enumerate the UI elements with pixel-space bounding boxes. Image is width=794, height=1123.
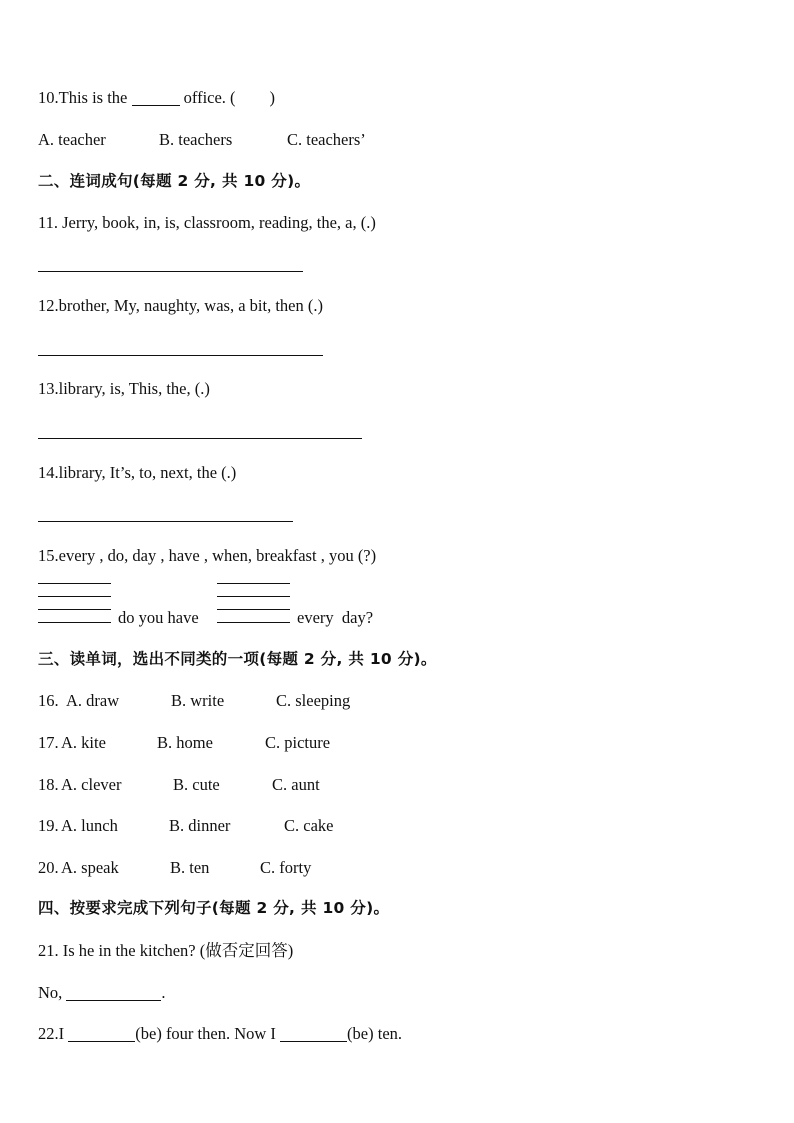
question-15-blank-1a[interactable] — [38, 583, 111, 584]
question-15-blank-2a[interactable] — [217, 583, 290, 584]
question-15-blank-2d[interactable] — [217, 622, 290, 623]
question-15-blank-2b[interactable] — [217, 596, 290, 597]
question-15-blank-1d[interactable] — [38, 622, 111, 623]
question-15-blank-1b[interactable] — [38, 596, 111, 597]
question-13: 13.library, is, This, the, (.) — [38, 379, 210, 398]
question-22-blank-2[interactable] — [280, 1025, 347, 1042]
question-21-blank[interactable] — [66, 984, 161, 1001]
question-22-part-2: (be) four then. Now I — [135, 1024, 276, 1043]
question-20-number: 20. — [38, 858, 59, 877]
question-19 — [38, 816, 334, 836]
question-22-blank-1[interactable] — [68, 1025, 135, 1042]
question-16-number: 16. — [38, 691, 59, 710]
question-10-prefix: 10.This is the — [38, 88, 128, 107]
option-b[interactable]: B. home — [157, 733, 213, 752]
option-b[interactable]: B. dinner — [169, 816, 231, 835]
question-10-close: ) — [269, 88, 276, 107]
question-16 — [38, 691, 351, 711]
question-18 — [38, 775, 320, 795]
question-17 — [38, 733, 331, 753]
option-c[interactable]: C. forty — [260, 858, 312, 877]
question-11-answer-line[interactable] — [38, 271, 303, 272]
question-15-blank-1c[interactable] — [38, 609, 111, 610]
question-10 — [38, 88, 275, 108]
option-a[interactable]: A. draw — [66, 691, 120, 710]
question-22-part-3: (be) ten. — [347, 1024, 403, 1043]
question-15-mid-text: do you have — [118, 608, 199, 627]
question-15-end-text: every day? — [297, 608, 374, 627]
option-c[interactable]: C. picture — [265, 733, 331, 752]
question-15: 15.every , do, day , have , when, breakfast , you (?) — [38, 546, 377, 565]
option-b[interactable]: B. ten — [170, 858, 210, 877]
option-a[interactable]: A. teacher — [38, 130, 106, 149]
question-12: 12.brother, My, naughty, was, a bit, then (.) — [38, 296, 323, 315]
section-3-title: 三、读单词，选出不同类的一项(每题 2 分, 共 10 分)。 — [38, 650, 437, 668]
question-11: 11. Jerry, book, in, is, classroom, reading, the, a, (.) — [38, 213, 376, 232]
question-17-number: 17. — [38, 733, 59, 752]
question-12-answer-line[interactable] — [38, 355, 323, 356]
question-14: 14.library, It’s, to, next, the (.) — [38, 463, 237, 482]
question-21-answer-suffix: . — [161, 983, 166, 1002]
option-b[interactable]: B. write — [171, 691, 225, 710]
question-14-answer-line[interactable] — [38, 521, 293, 522]
question-21-answer — [38, 983, 166, 1003]
option-a[interactable]: A. clever — [61, 775, 122, 794]
question-20 — [38, 858, 312, 878]
option-b[interactable]: B. cute — [173, 775, 220, 794]
option-b[interactable]: B. teachers — [159, 130, 233, 149]
question-18-number: 18. — [38, 775, 59, 794]
question-10-suffix: office. ( — [183, 88, 236, 107]
option-c[interactable]: C. sleeping — [276, 691, 351, 710]
option-c[interactable]: C. cake — [284, 816, 334, 835]
option-a[interactable]: A. speak — [61, 858, 119, 877]
question-10-blank[interactable] — [132, 89, 180, 106]
question-13-answer-line[interactable] — [38, 438, 362, 439]
option-a[interactable]: A. lunch — [61, 816, 118, 835]
option-c[interactable]: C. teachers’ — [287, 130, 366, 149]
question-15-blank-2c[interactable] — [217, 609, 290, 610]
question-22-part-1: 22.I — [38, 1024, 65, 1043]
question-19-number: 19. — [38, 816, 59, 835]
section-4-title: 四、按要求完成下列句子(每题 2 分, 共 10 分)。 — [38, 899, 390, 917]
question-21: 21. Is he in the kitchen? (做否定回答) — [38, 941, 294, 960]
option-a[interactable]: A. kite — [61, 733, 106, 752]
section-2-title: 二、连词成句(每题 2 分, 共 10 分)。 — [38, 172, 311, 190]
option-c[interactable]: C. aunt — [272, 775, 320, 794]
question-21-answer-prefix: No, — [38, 983, 63, 1002]
question-22 — [38, 1024, 402, 1044]
